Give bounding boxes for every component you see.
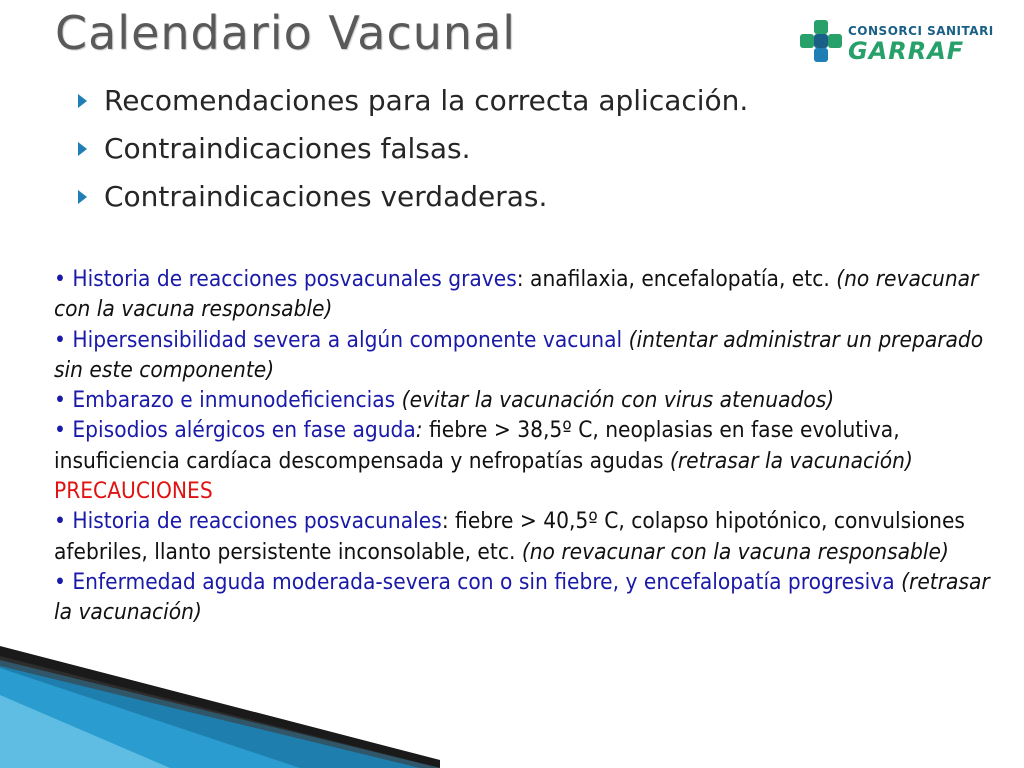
item-note: (evitar la vacunación con virus atenuados) <box>401 387 835 414</box>
contraindication-item: • Episodios alérgicos en fase aguda: fiebre > 38,5º C, neoplasias en fase evolutiva, insuficiencia cardíaca descompensada y nefropatías agudas (retrasar la vacunación) <box>54 417 913 474</box>
precaution-item: • Enfermedad aguda moderada-severa con o sin fiebre, y encefalopatía progresiva (retrasar la vacunación) <box>54 568 990 626</box>
item-note: (intentar administrar un preparado sin este componente) <box>54 326 984 383</box>
logo-line1: CONSORCI SANITARI <box>848 24 994 38</box>
logo-mark-icon <box>800 20 842 62</box>
item-heading: Historia de reacciones posvacunales <box>72 508 442 535</box>
logo <box>800 18 994 78</box>
item-note: (retrasar la vacunación) <box>54 568 990 626</box>
item-heading: Episodios alérgicos en fase aguda <box>72 417 416 444</box>
item-heading: Enfermedad aguda moderada-severa con o sin fiebre, y encefalopatía progresiva <box>72 568 895 595</box>
item-heading: Historia de reacciones posvacunales graves <box>72 266 517 292</box>
contraindication-item: • Hipersensibilidad severa a algún componente vacunal (intentar administrar un preparado sin este componente) <box>54 326 984 383</box>
item-heading: Embarazo e inmunodeficiencias <box>72 387 396 414</box>
logo-line2: GARRAF <box>848 37 965 65</box>
bullet-item <box>78 178 748 226</box>
item-note: (no revacunar con la vacuna responsable) <box>54 266 979 323</box>
arrow-bullet-icon <box>78 94 87 108</box>
item-detail: : anafilaxia, encefalopatía, etc. <box>516 266 837 292</box>
page-title: Calendario Vacunal <box>55 6 517 60</box>
precauciones-heading: PRECAUCIONES <box>54 478 213 505</box>
item-note: (no revacunar con la vacuna responsable) <box>521 538 949 565</box>
bullet-text: Recomendaciones para la correcta aplicación. <box>104 84 749 117</box>
item-note: (retrasar la vacunación) <box>669 447 913 474</box>
bullet-item <box>78 130 748 178</box>
item-detail: : fiebre > 40,5º C, colapso hipotónico, convulsiones afebriles, llanto persistente inconsolable, etc. <box>54 508 965 565</box>
precaution-item: • Historia de reacciones posvacunales: fiebre > 40,5º C, colapso hipotónico, convulsiones afebriles, llanto persistente inconsolable, etc. (no revacunar con la vacuna responsable) <box>54 508 965 565</box>
item-detail: fiebre > 38,5º C, neoplasias en fase evolutiva, insuficiencia cardíaca descompensada y nefropatías agudas <box>54 417 900 474</box>
bullet-text: Contraindicaciones falsas. <box>104 132 471 165</box>
arrow-bullet-icon <box>78 190 87 204</box>
bullet-text: Contraindicaciones verdaderas. <box>104 180 548 213</box>
contraindications-body <box>54 264 994 628</box>
item-heading: Hipersensibilidad severa a algún componente vacunal <box>72 326 623 353</box>
bullet-item <box>78 82 748 130</box>
contraindication-item: • Historia de reacciones posvacunales graves: anafilaxia, encefalopatía, etc. (no revacunar con la vacuna responsable) <box>54 266 979 323</box>
bullet-list <box>78 82 748 226</box>
arrow-bullet-icon <box>78 142 87 156</box>
contraindication-item: • Embarazo e inmunodeficiencias (evitar la vacunación con virus atenuados) <box>54 387 835 414</box>
